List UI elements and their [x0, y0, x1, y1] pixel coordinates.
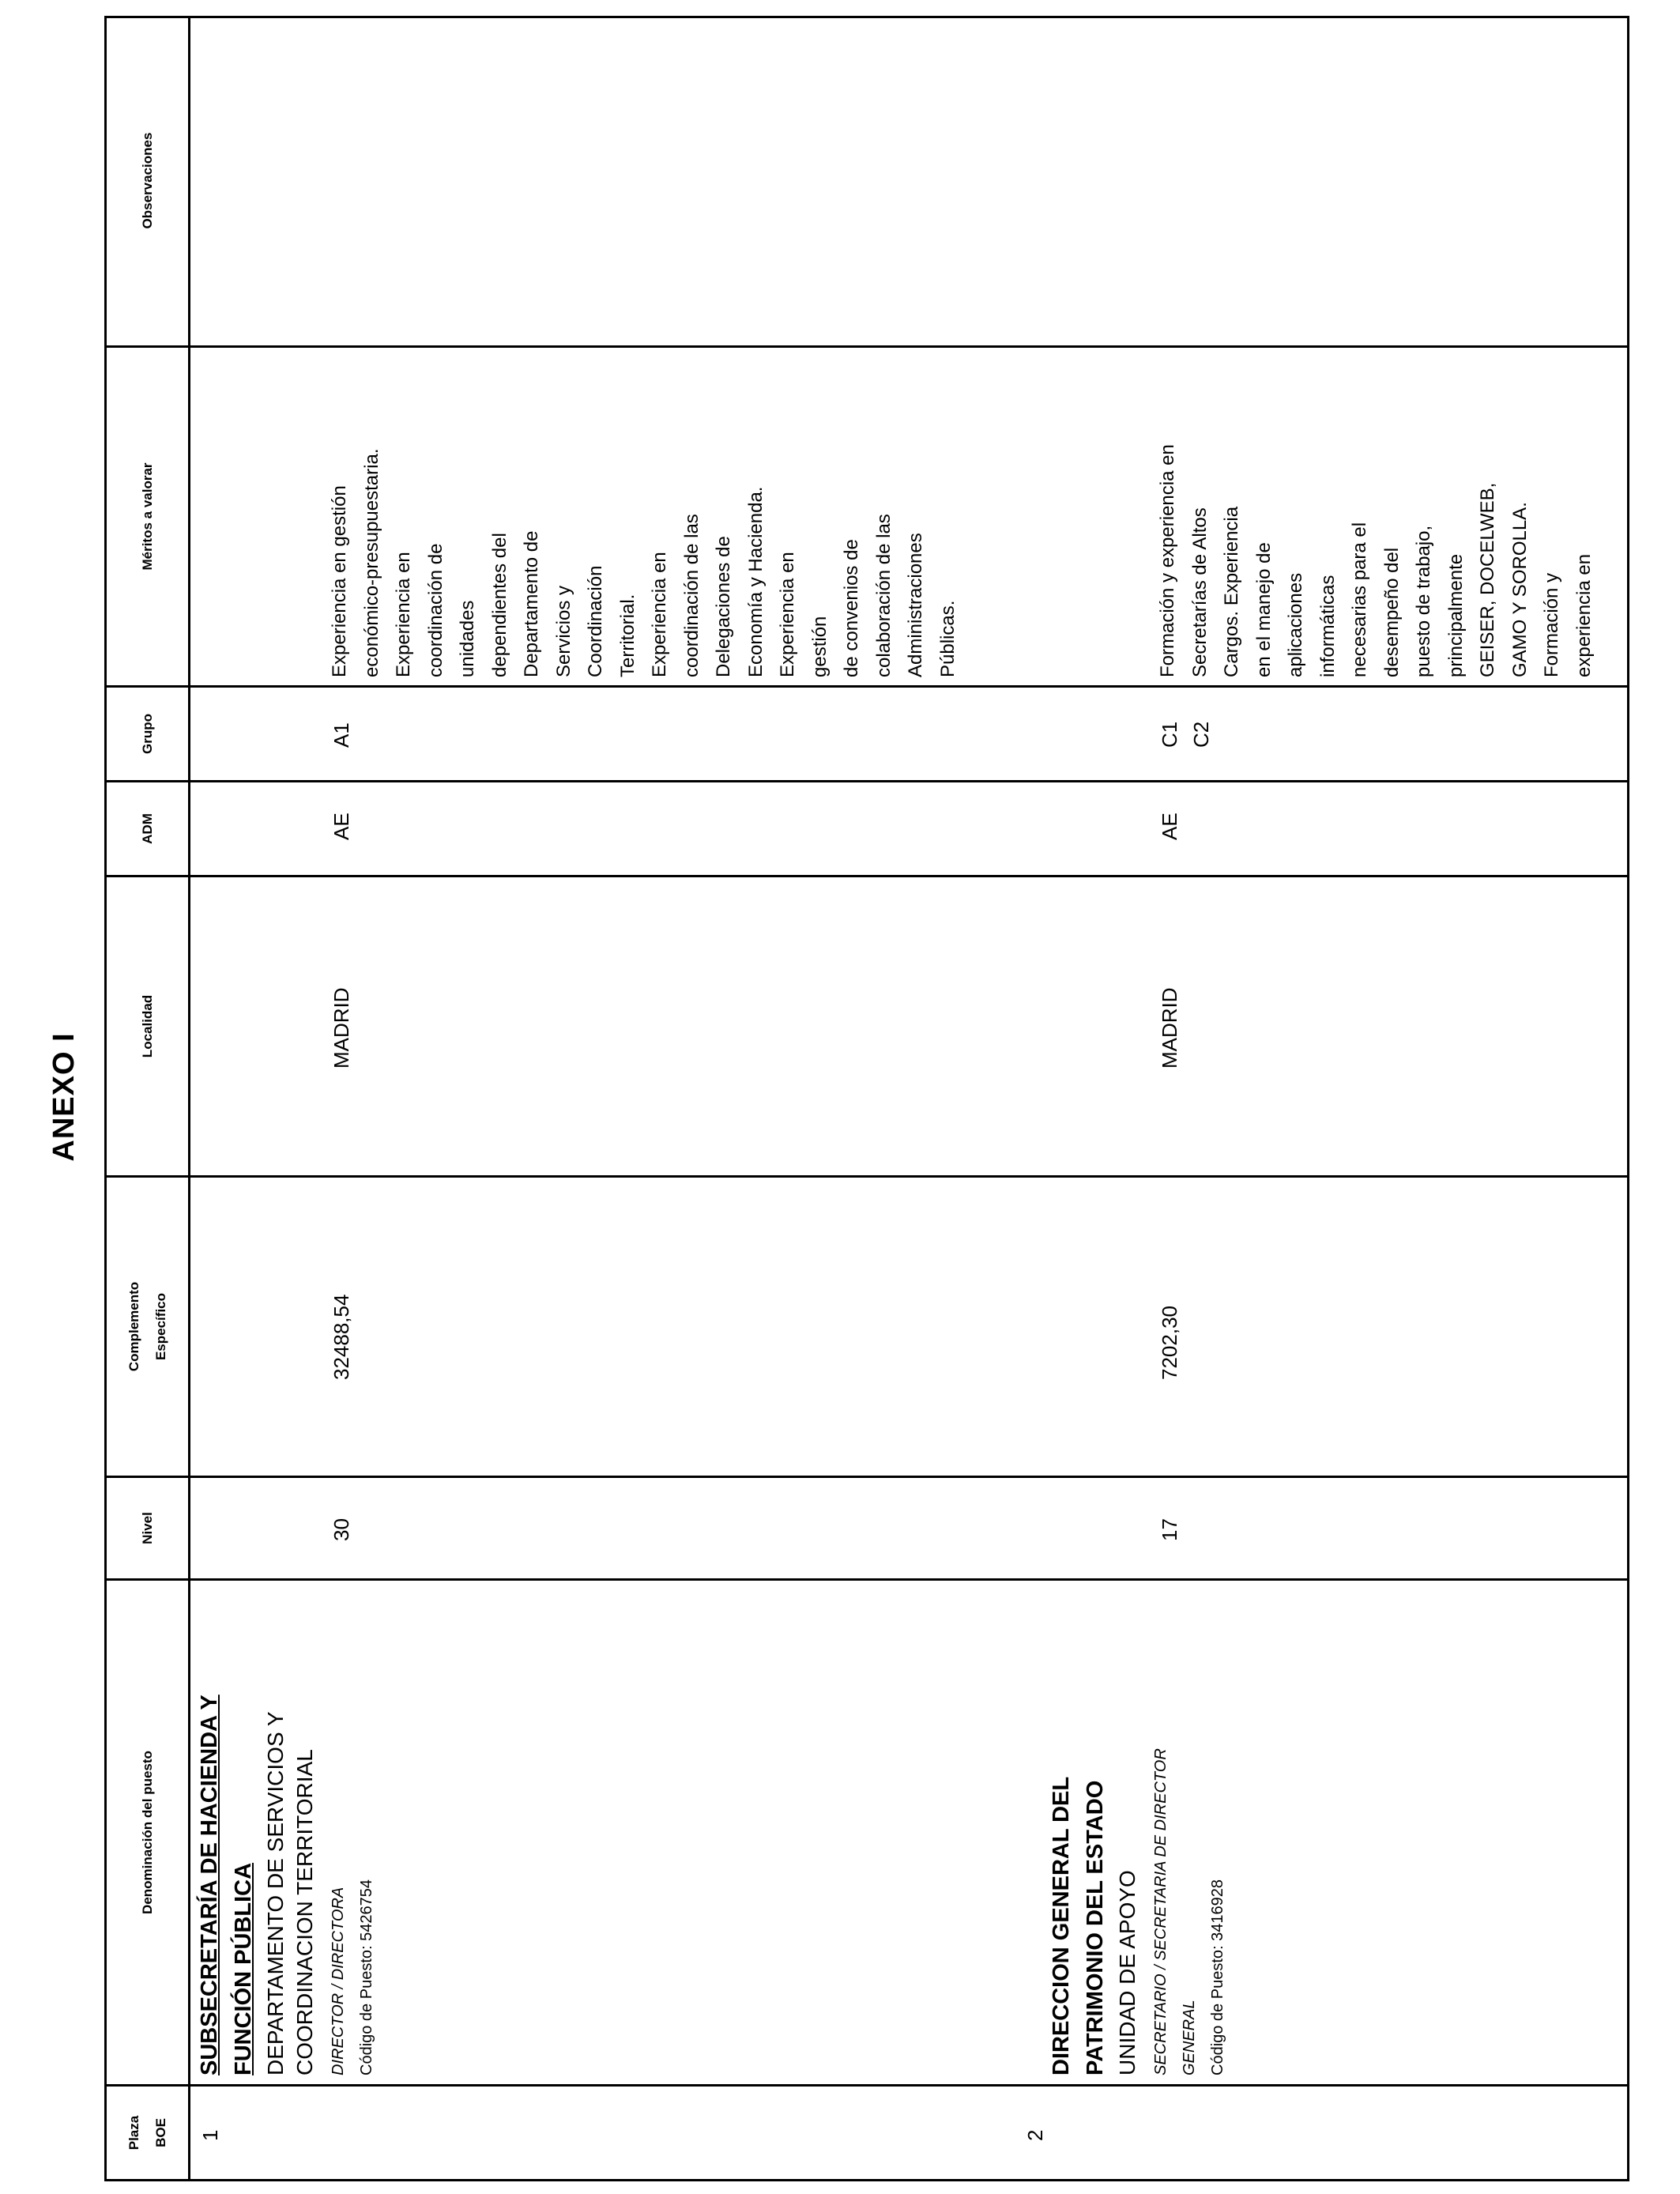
merit-line: Coordinación: [585, 565, 606, 677]
merit-line: Departamento de: [521, 530, 542, 677]
header-localidad: Localidad: [139, 994, 155, 1058]
position-code: Código de Puesto: 5426754: [358, 1879, 375, 2075]
merit-line: Administraciones: [905, 533, 926, 677]
row2-grupo: [1154, 722, 1217, 748]
merit-line: Formación y experiencia en: [1157, 444, 1178, 677]
unit-name: FUNCIÓN PÚBLICA: [231, 1862, 256, 2075]
header-complemento-line: Específico: [153, 1292, 168, 1361]
unit-name: SUBSECRETARÍA DE HACIENDA Y: [197, 1695, 222, 2075]
department-name: COORDINACION TERRITORIAL: [292, 1749, 317, 2075]
position-title: GENERAL: [1181, 2000, 1198, 2075]
col-divider: [104, 875, 1629, 877]
merit-line: puesto de trabajo,: [1413, 525, 1434, 677]
position-title: SECRETARIO / SECRETARIA DE DIRECTOR: [1152, 1748, 1170, 2075]
merit-line: desempeño del: [1381, 547, 1403, 677]
col-divider: [104, 1175, 1629, 1178]
merit-line: coordinación de las: [680, 514, 703, 677]
merit-line: Territorial.: [616, 594, 638, 677]
row1-complemento: 32488,54: [330, 1294, 353, 1380]
merit-line: colaboración de las: [872, 514, 895, 677]
header-complemento: [107, 1178, 188, 1476]
header-complemento-line: Complemento: [126, 1281, 141, 1372]
merit-line: principalmente: [1445, 553, 1467, 677]
merit-line: gestión: [808, 616, 831, 677]
merit-line: coordinación de: [424, 543, 446, 677]
header-plaza-line: BOE: [153, 2118, 168, 2147]
row1-localidad: MADRID: [330, 987, 353, 1069]
position-code: Código de Puesto: 3416928: [1209, 1879, 1226, 2075]
header-plaza-line: Plaza: [126, 2115, 141, 2151]
department-name: UNIDAD DE APOYO: [1115, 1870, 1139, 2075]
merit-line: necesarias para el: [1349, 522, 1370, 677]
merit-line: Delegaciones de: [713, 536, 734, 677]
merit-line: Públicas.: [936, 600, 959, 677]
header-nivel: Nivel: [139, 1512, 155, 1544]
merit-line: GAMO Y SOROLLA.: [1509, 502, 1531, 677]
row1-grupo: [326, 722, 357, 748]
header-grupo: Grupo: [139, 714, 155, 754]
merit-line: Experiencia en gestión: [329, 485, 350, 677]
merit-line: en el manejo de: [1252, 542, 1275, 677]
merit-line: Secretarías de Altos: [1188, 507, 1211, 677]
merit-line: experiencia en: [1573, 553, 1595, 677]
merit-line: unidades: [457, 600, 478, 677]
row2-meritos: [1152, 349, 1600, 677]
page-title: ANEXO I: [47, 1032, 81, 1162]
col-divider: [104, 685, 1629, 688]
header-meritos: Méritos a valorar: [139, 462, 155, 571]
header-plaza: [107, 2087, 188, 2179]
merit-line: Experiencia en: [777, 552, 798, 677]
row1-meritos: [324, 349, 964, 677]
header-adm: ADM: [139, 813, 155, 844]
row1-plaza: 1: [198, 2129, 222, 2141]
row1-nivel: 30: [330, 1518, 353, 1541]
merit-line: Formación y: [1541, 572, 1562, 677]
merit-line: Experiencia en: [649, 552, 670, 677]
merit-line: Economía y Hacienda.: [744, 486, 767, 677]
grupo-value: A1: [330, 722, 353, 748]
merit-line: dependientes del: [488, 533, 510, 677]
unit-name: PATRIMONIO DEL ESTADO: [1083, 1780, 1108, 2075]
col-divider: [104, 2084, 1629, 2087]
row1-denominacion: [193, 1585, 381, 2075]
position-title: DIRECTOR / DIRECTORA: [330, 1887, 347, 2075]
col-divider: [104, 345, 1629, 348]
merit-line: Servicios y: [552, 585, 574, 677]
grupo-value: C2: [1189, 721, 1213, 748]
grupo-value: C1: [1158, 721, 1181, 748]
row2-localidad: MADRID: [1158, 987, 1181, 1069]
merit-line: Experiencia en: [393, 552, 414, 677]
row2-adm: AE: [1158, 812, 1181, 840]
row2-plaza: 2: [1023, 2129, 1047, 2141]
merit-line: GEISER, DOCELWEB,: [1477, 482, 1498, 677]
merit-line: Cargos. Experiencia: [1221, 506, 1242, 677]
header-denominacion: Denominación del puesto: [139, 1751, 155, 1914]
department-name: DEPARTAMENTO DE SERVICIOS Y: [263, 1711, 288, 2075]
unit-name: DIRECCION GENERAL DEL: [1049, 1776, 1074, 2075]
row2-denominacion: [1045, 1585, 1232, 2075]
merit-line: aplicaciones: [1285, 572, 1306, 677]
merit-line: de convenios de: [841, 539, 862, 677]
col-divider: [104, 780, 1629, 782]
merit-line: informáticas: [1317, 575, 1339, 677]
col-divider: [104, 1476, 1629, 1478]
row2-nivel: 17: [1158, 1518, 1181, 1541]
row2-complemento: 7202,30: [1158, 1306, 1181, 1380]
row1-adm: AE: [330, 812, 353, 840]
header-separator: [188, 16, 190, 2181]
header-observaciones: Observaciones: [139, 132, 155, 229]
merit-line: económico-presupuestaria.: [360, 448, 382, 677]
col-divider: [104, 1578, 1629, 1581]
